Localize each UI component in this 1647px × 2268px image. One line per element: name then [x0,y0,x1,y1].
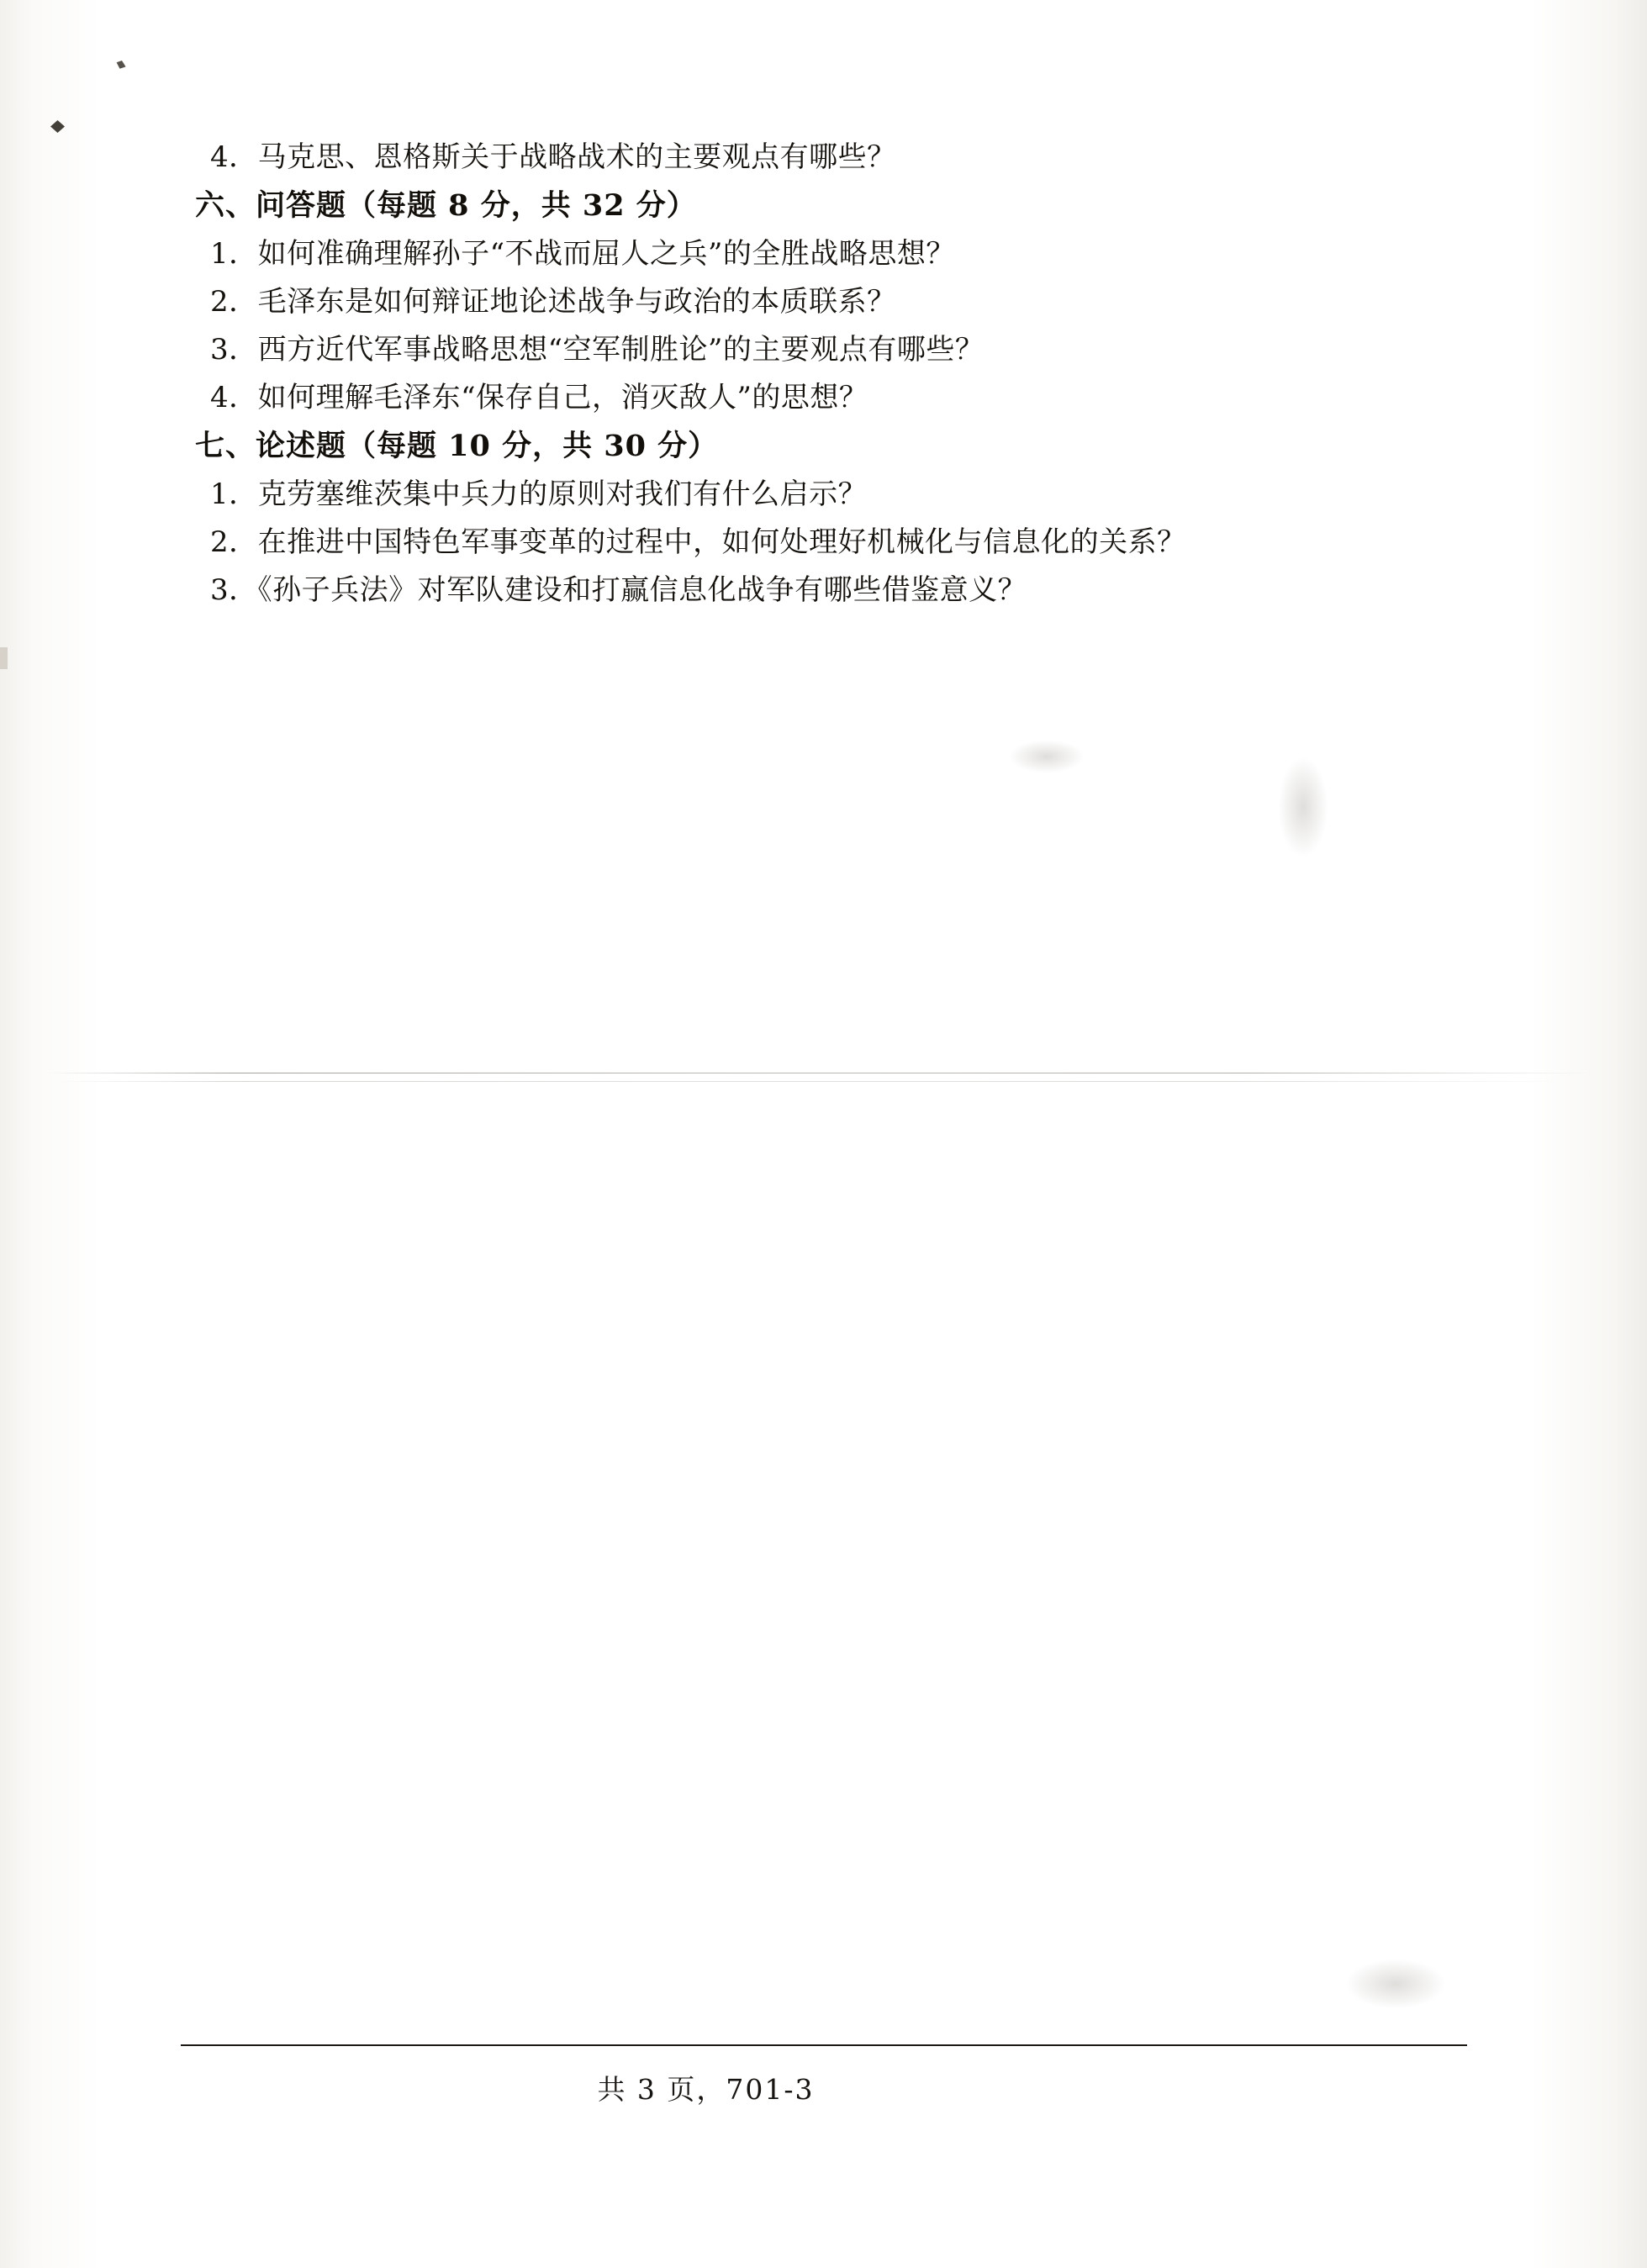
question-item: 3．《孙子兵法》对军队建设和打赢信息化战争有哪些借鉴意义？ [210,573,1027,607]
section-heading-seven: 七、论述题（每题 10 分，共 30 分） [195,429,719,463]
question-item: 2．在推进中国特色军事变革的过程中，如何处理好机械化与信息化的关系？ [210,525,1186,559]
scan-smudge [1278,757,1328,857]
scan-smudge [1345,1959,1446,2009]
question-item: 3．西方近代军事战略思想“空军制胜论”的主要观点有哪些？ [210,333,985,367]
question-item: 1．克劳塞维茨集中兵力的原则对我们有什么启示？ [210,477,868,511]
page-footer-label: 共 3 页，701-3 [597,2073,815,2106]
scan-artifact-mark-top [115,59,128,70]
question-item: 2．毛泽东是如何辩证地论述战争与政治的本质联系？ [210,285,896,319]
question-item: 4．马克思、恩格斯关于战略战术的主要观点有哪些？ [210,140,896,174]
scan-smudge [1009,740,1085,773]
paper-crease-line-secondary [59,1081,1564,1082]
question-item: 4．如何理解毛泽东“保存自己，消灭敌人”的思想？ [210,381,868,414]
section-heading-six: 六、问答题（每题 8 分，共 32 分） [195,188,697,223]
question-item: 1．如何准确理解孙子“不战而屈人之兵”的全胜战略思想？ [210,237,955,271]
footer-divider [181,2044,1467,2046]
question-list [195,140,1473,624]
scan-artifact-edge-nick [0,647,8,669]
scan-artifact-mark-left [50,120,65,133]
page-footer [0,2068,1647,2107]
